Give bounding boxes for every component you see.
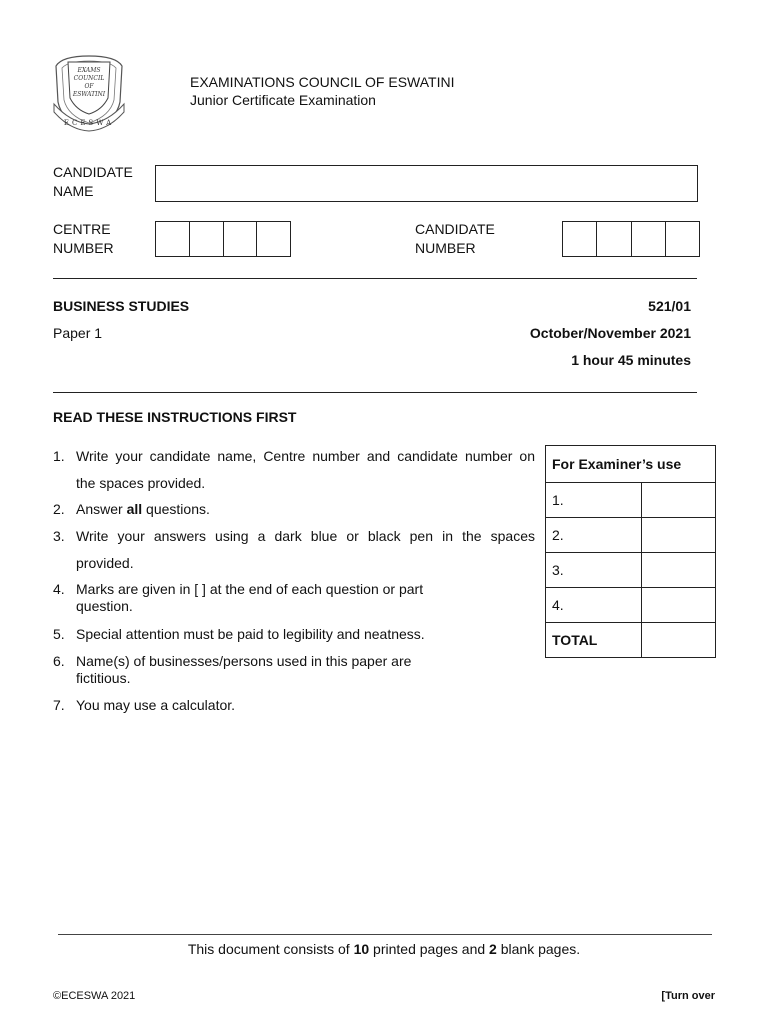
logo-text-1: EXAMS [77, 67, 101, 74]
instruction-line: Write your answers using a dark blue or black pen in the spaces [76, 528, 535, 544]
examiner-mark-cell[interactable] [642, 588, 716, 623]
instruction-text: Special attention must be paid to legibility and neatness. [76, 626, 425, 642]
exam-name: Junior Certificate Examination [190, 92, 376, 108]
instruction-number: 4. [53, 581, 65, 597]
instruction-text [76, 653, 535, 687]
instruction-line: fictitious. [76, 670, 131, 686]
paper-code: 521/01 [648, 298, 691, 314]
page-count-pre: This document consists of [187, 941, 354, 957]
instruction-item-5 [53, 626, 535, 643]
candidate-name-label [53, 163, 133, 201]
instructions-list [53, 448, 535, 718]
instruction-number: 2. [53, 501, 65, 517]
exam-duration: 1 hour 45 minutes [571, 352, 691, 368]
instruction-text-bold: all [126, 501, 143, 517]
examiner-total-cell[interactable] [642, 623, 716, 658]
eceswa-logo [50, 52, 128, 132]
instruction-item-2 [53, 501, 535, 518]
examiner-row-label: 1. [546, 483, 642, 518]
instruction-text: You may use a calculator. [76, 697, 236, 713]
instruction-number: 7. [53, 697, 65, 713]
blank-pages-count: 2 [489, 941, 497, 957]
logo-text-4: ESWATINI [72, 91, 106, 98]
centre-number-cell[interactable] [224, 222, 258, 256]
instruction-number: 3. [53, 528, 65, 544]
instruction-item-1 [53, 448, 535, 492]
subject-title: BUSINESS STUDIES [53, 298, 190, 314]
printed-pages-count: 10 [353, 941, 370, 957]
candidate-number-label-line2: NUMBER [415, 240, 476, 256]
instruction-item-6 [53, 653, 535, 687]
turn-over: [Turn over [661, 990, 715, 1002]
centre-number-label-line2: NUMBER [53, 240, 114, 256]
instruction-text [76, 501, 535, 518]
divider-top [53, 278, 697, 279]
examiner-total-label: TOTAL [546, 623, 642, 658]
candidate-name-field[interactable] [155, 165, 698, 202]
exam-session: October/November 2021 [529, 325, 691, 341]
page-count-post: blank pages. [496, 941, 581, 957]
council-name: EXAMINATIONS COUNCIL OF ESWATINI [190, 74, 455, 90]
candidate-number-cell[interactable] [563, 222, 597, 256]
examiner-row-label: 2. [546, 518, 642, 553]
examiner-table-title: For Examiner’s use [546, 446, 716, 483]
instruction-text [76, 528, 535, 572]
centre-number-cell[interactable] [156, 222, 190, 256]
instruction-text [76, 448, 535, 492]
instruction-item-4 [53, 581, 535, 615]
instruction-line: Marks are given in [ ] at the end of each question or part [76, 581, 424, 597]
candidate-number-cell[interactable] [597, 222, 631, 256]
centre-number-cell[interactable] [190, 222, 224, 256]
instructions-heading: READ THESE INSTRUCTIONS FIRST [53, 409, 297, 425]
examiner-use-table [545, 445, 716, 658]
examiner-mark-cell[interactable] [642, 553, 716, 588]
page-count-mid: printed pages and [369, 941, 490, 957]
candidate-name-label-line1: CANDIDATE [53, 164, 133, 180]
candidate-number-label [415, 220, 495, 258]
copyright: ©ECESWA 2021 [53, 990, 136, 1002]
centre-number-field[interactable] [155, 221, 291, 257]
paper-number: Paper 1 [53, 325, 103, 341]
instruction-text-post: questions. [142, 501, 210, 517]
logo-ring-text: ECESWA [63, 119, 115, 127]
candidate-number-field[interactable] [562, 221, 700, 257]
instruction-line: the spaces provided. [76, 475, 206, 491]
instruction-line: Name(s) of businesses/persons used in this paper are [76, 653, 412, 669]
instruction-item-3 [53, 528, 535, 572]
examiner-mark-cell[interactable] [642, 518, 716, 553]
instruction-text [76, 581, 535, 615]
candidate-number-cell[interactable] [666, 222, 699, 256]
centre-number-label-line1: CENTRE [53, 221, 111, 237]
instruction-line: question. [76, 598, 133, 614]
instruction-text-pre: Answer [76, 501, 127, 517]
centre-number-cell[interactable] [257, 222, 290, 256]
instruction-number: 5. [53, 626, 65, 642]
instruction-item-7 [53, 697, 535, 714]
instruction-line: provided. [76, 555, 134, 571]
footer-divider [58, 934, 712, 935]
examiner-row-label: 3. [546, 553, 642, 588]
logo-text-2: COUNCIL [73, 75, 105, 82]
candidate-number-cell[interactable] [632, 222, 666, 256]
candidate-number-label-line1: CANDIDATE [415, 221, 495, 237]
centre-number-label [53, 220, 114, 258]
instruction-line: Write your candidate name, Centre number and candidate number on [76, 448, 535, 464]
instruction-number: 6. [53, 653, 65, 669]
divider-bottom [53, 392, 697, 393]
logo-text-3: OF [84, 83, 94, 90]
instruction-number: 1. [53, 448, 65, 464]
candidate-name-label-line2: NAME [53, 183, 94, 199]
examiner-row-label: 4. [546, 588, 642, 623]
examiner-mark-cell[interactable] [642, 483, 716, 518]
page-count-note [0, 940, 768, 958]
